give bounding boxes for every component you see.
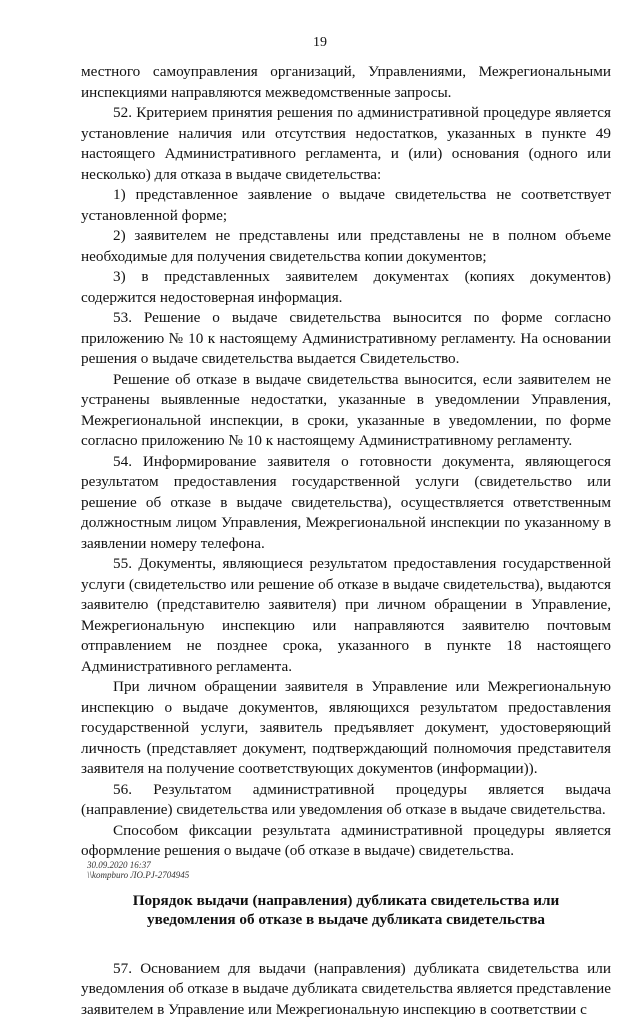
paragraph: Решение об отказе в выдаче свидетельства выносится, если заявителем не устранены выявленные недостатки, указанные в уведомлении Управления, Межрегиональной инспекции, в сроки, указанные в уведомлении, по форме согласно приложению № 10 к настоящему Административному регламенту.: [81, 370, 611, 452]
paragraph: 56. Результатом административной процедуры является выдача (направление) свидетельства или уведомления об отказе в выдаче свидетельства.: [81, 780, 611, 821]
list-item: 3) в представленных заявителем документах (копиях документов) содержится недостоверная информация.: [81, 267, 611, 308]
footer-stamp: [87, 860, 189, 880]
footer-timestamp: 30.09.2020 16:37: [87, 860, 189, 870]
paragraph: Способом фиксации результата административной процедуры является оформление решения о выдаче (об отказе в выдаче) свидетельства.: [81, 821, 611, 862]
list-item: 1) представленное заявление о выдаче свидетельства не соответствует установленной форме;: [81, 185, 611, 226]
list-item: 2) заявителем не представлены или представлены не в полном объеме необходимые для получения свидетельства копии документов;: [81, 226, 611, 267]
footer-file-path: \\kompburo ЛО.РЈ-2704945: [87, 870, 189, 880]
paragraph: 54. Информирование заявителя о готовности документа, являющегося результатом предоставления государственной услуги (свидетельство или решение об отказе в выдаче свидетельства), осуществляется ответственным должностным лицом Управления, Межрегиональной инспекции по указанному в заявлении номеру телефона.: [81, 452, 611, 555]
section-heading: Порядок выдачи (направления) дубликата свидетельства или уведомления об отказе в выдаче дубликата свидетельства: [81, 891, 611, 929]
page-number: 19: [0, 35, 640, 51]
paragraph: 53. Решение о выдаче свидетельства выносится по форме согласно приложению № 10 к настоящему Административному регламенту. На основании решения о выдаче свидетельства выдается Свидетельство.: [81, 308, 611, 370]
paragraph: 52. Критерием принятия решения по административной процедуре является установление наличия или отсутствия недостатков, указанных в пункте 49 настоящего Административного регламента, и (или) основания (одного или несколько) для отказа в выдаче свидетельства:: [81, 103, 611, 185]
paragraph: местного самоуправления организаций, Управлениями, Межрегиональными инспекциями направляются межведомственные запросы.: [81, 62, 611, 103]
paragraph: 55. Документы, являющиеся результатом предоставления государственной услуги (свидетельство или решение об отказе в выдаче свидетельства), выдаются заявителю (представителю заявителя) при личном обращении в Управление, Межрегиональную инспекцию или направляются заявителю почтовым отправлением не позднее срока, указанного в пункте 18 настоящего Административного регламента.: [81, 554, 611, 677]
paragraph: 57. Основанием для выдачи (направления) дубликата свидетельства или уведомления об отказе в выдаче дубликата свидетельства является представление заявителем в Управление или Межрегиональную инспекцию в соответствии с: [81, 959, 611, 1020]
paragraph: При личном обращении заявителя в Управление или Межрегиональную инспекцию о выдаче документов, являющихся результатом предоставления государственной услуги, заявитель предъявляет документ, удостоверяющий личность (представляет документ, подтверждающий полномочия представителя заявителя на получение соответствующих документов (информации)).: [81, 677, 611, 780]
